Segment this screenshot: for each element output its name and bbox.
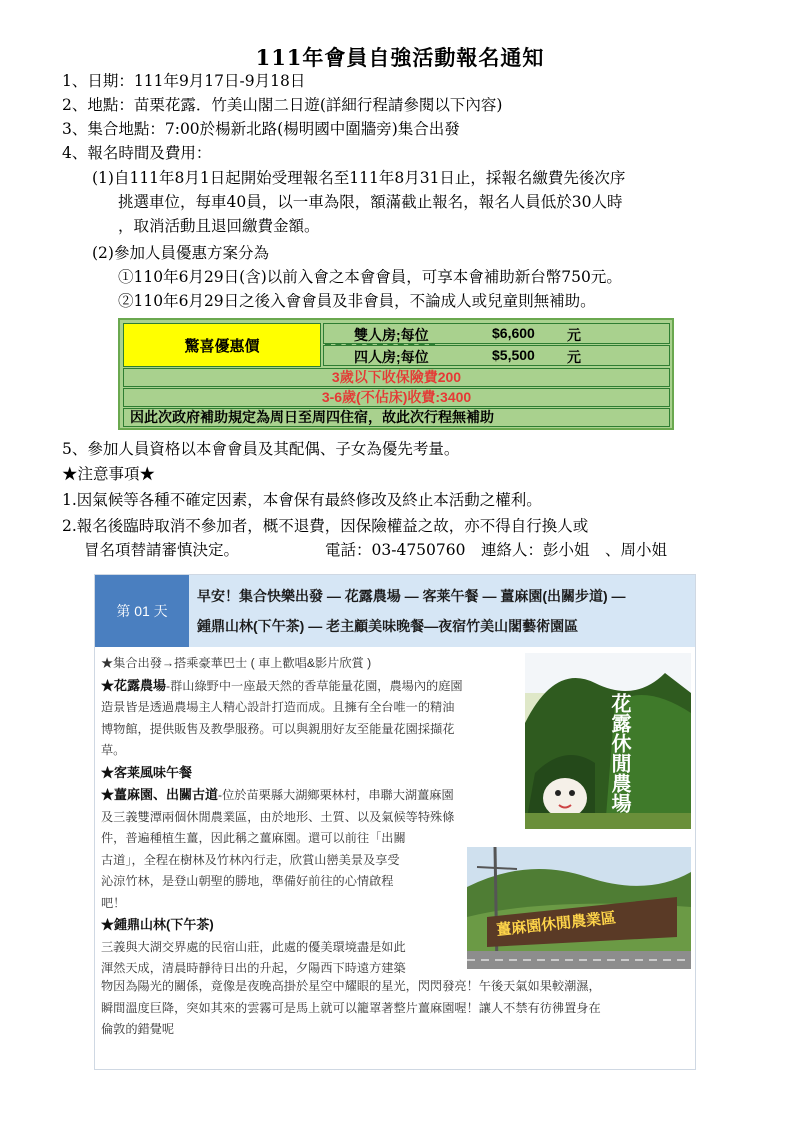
farm-line3: 博物館，提供販售及教學服務。可以與親朋好友至能量花園採擷花 bbox=[101, 721, 455, 736]
notes-heading: ★注意事項★ bbox=[62, 465, 156, 483]
room-price: $6,600 bbox=[492, 325, 535, 341]
ginger-line3: 件，普遍種植生薑，因此稱之薑麻園。還可以前往「出關 bbox=[101, 831, 406, 845]
room-price: $5,500 bbox=[492, 347, 535, 363]
note-1: 1.因氣候等各種不確定因素，本會保有最終修改及終止本活動之權利。 bbox=[62, 491, 542, 509]
tea-line5: 倫敦的錯覺呢 bbox=[101, 1022, 175, 1036]
child-fee: 3-6歲(不佔床)收費:3400 bbox=[123, 388, 670, 407]
farm-desc: -群山綠野中一座最天然的香草能量花園，農場內的庭園 bbox=[166, 678, 463, 693]
dashed-divider bbox=[325, 343, 435, 345]
item-eligibility: 5、參加人員資格以本會會員及其配偶、子女為優先考量。 bbox=[62, 440, 460, 458]
insurance-fee: 3歲以下收保險費200 bbox=[123, 368, 670, 387]
page-title: 111年會員自強活動報名通知 bbox=[255, 45, 545, 70]
itinerary-panel bbox=[94, 574, 696, 1070]
day-route-line2: 鍾鼎山林(下午茶) — 老主顧美味晚餐—夜宿竹美山閣藝術園區 bbox=[197, 618, 579, 634]
ginger-line1 bbox=[101, 784, 521, 807]
farm-line4: 草。 bbox=[101, 743, 126, 757]
tea-title: ★鍾鼎山林(下午茶) bbox=[101, 917, 214, 932]
fee-rule-2-option-a: ①110年6月29日(含)以前入會之本會會員，可享本會補助新台幣750元。 bbox=[118, 268, 622, 286]
fee-rule-2-option-b: ②110年6月29日之後入會會員及非會員，不論成人或兒童則無補助。 bbox=[118, 292, 596, 310]
price-table bbox=[118, 318, 674, 430]
item-meeting-point: 3、集合地點：7:00於楊新北路(楊明國中圍牆旁)集合出發 bbox=[62, 120, 460, 138]
tea-line-title bbox=[101, 914, 521, 937]
note-2-line1: 2.報名後臨時取消不參加者，概不退費，因保險權益之故，亦不得自行換人或 bbox=[62, 517, 589, 535]
day-route-line1: 早安！集合快樂出發 — 花露農場 — 客莱午餐 — 薑麻園(出關步道) — bbox=[197, 588, 626, 604]
lunch-title: ★客莱風味午餐 bbox=[101, 764, 193, 780]
farm-photo bbox=[525, 653, 691, 829]
room-unit: 元 bbox=[567, 349, 581, 365]
price-label: 驚喜優惠價 bbox=[123, 323, 321, 367]
farm-title: ★花露農場 bbox=[101, 677, 167, 693]
lunch-line bbox=[101, 762, 521, 785]
ginger-park-photo-image bbox=[467, 847, 691, 969]
fee-rule-1-line3: ，取消活動且退回繳費金額。 bbox=[118, 217, 320, 235]
room-unit: 元 bbox=[567, 327, 581, 343]
ginger-desc: -位於苗栗縣大湖鄉栗林村，串聯大湖薑麻園 bbox=[218, 788, 454, 802]
ginger-line2: 及三義雙潭兩個休閒農業區，由於地形、土質、以及氣候等特殊條 bbox=[101, 809, 455, 824]
ginger-line5: 沁涼竹林，是登山朝聖的勝地，準備好前往的心情啟程 bbox=[101, 874, 394, 888]
tea-line4: 瞬間溫度巨降，突如其來的雲霧可是馬上就可以籠罩著整片薑麻園喔！讓人不禁有彷彿置身在 bbox=[101, 1000, 601, 1015]
ginger-park-sign-text: 薑麻園休閒農業區 bbox=[495, 908, 617, 939]
ginger-park-photo bbox=[467, 847, 691, 969]
farm-photo-image bbox=[525, 653, 691, 829]
fee-rule-1-line2: 挑選車位，每車40員，以一車為限，額滿截止報名，報名人員低於30人時 bbox=[118, 193, 623, 211]
room-type: 四人房;每位 bbox=[354, 349, 429, 365]
ginger-title: ★薑麻園、出關古道 bbox=[101, 787, 219, 802]
farm-sign-text: 花露休閒農場 bbox=[608, 693, 632, 813]
fee-rule-2: (2)參加人員優惠方案分為 bbox=[92, 244, 269, 262]
item-place: 2、地點：苗栗花露．竹美山閣二日遊(詳細行程請參閱以下內容) bbox=[62, 96, 503, 114]
ginger-line6: 吧！ bbox=[101, 895, 126, 910]
itinerary-body bbox=[101, 653, 521, 980]
day-badge: 第 01 天 bbox=[95, 575, 189, 647]
room-type: 雙人房;每位 bbox=[354, 327, 429, 343]
tea-line2: 渾然天成，清晨時靜待日出的升起，夕陽西下時遠方建築 bbox=[101, 961, 406, 975]
item-fee-heading: 4、報名時間及費用： bbox=[62, 144, 212, 162]
item-date: 1、日期：111年9月17日-9月18日 bbox=[62, 72, 306, 90]
tea-line3: 物因為陽光的關係，竟像是夜晚高掛於星空中耀眼的星光，閃閃發亮！午後天氣如果較潮濕， bbox=[101, 979, 601, 993]
price-row-quad bbox=[323, 345, 670, 366]
farm-line1 bbox=[101, 675, 521, 698]
depart-line: ★集合出發→搭乘豪華巴士 ( 車上歡唱&影片欣賞 ) bbox=[101, 656, 372, 670]
subsidy-note: 因此次政府補助規定為周日至周四住宿，故此次行程無補助 bbox=[123, 408, 670, 427]
ginger-line4: 古道」，全程在樹林及竹林內行走，欣賞山巒美景及享受 bbox=[101, 852, 400, 867]
farm-line2: 造景皆是透過農場主人精心設計打造而成。且擁有全台唯一的精油 bbox=[101, 700, 455, 714]
contact-info: 電話：03-4750760 連絡人：彭小姐 、周小姐 bbox=[325, 541, 667, 559]
tea-line1: 三義與大湖交界處的民宿山莊，此處的優美環境盡是如此 bbox=[101, 939, 406, 954]
note-2-line2: 冒名項替請審慎決定。 bbox=[84, 541, 240, 559]
itinerary-body-wide bbox=[101, 976, 691, 1041]
day-route bbox=[189, 575, 695, 647]
price-row-double bbox=[323, 323, 670, 344]
fee-rule-1-line1: (1)自111年8月1日起開始受理報名至111年8月31日止，採報名繳費先後次序 bbox=[92, 169, 626, 187]
